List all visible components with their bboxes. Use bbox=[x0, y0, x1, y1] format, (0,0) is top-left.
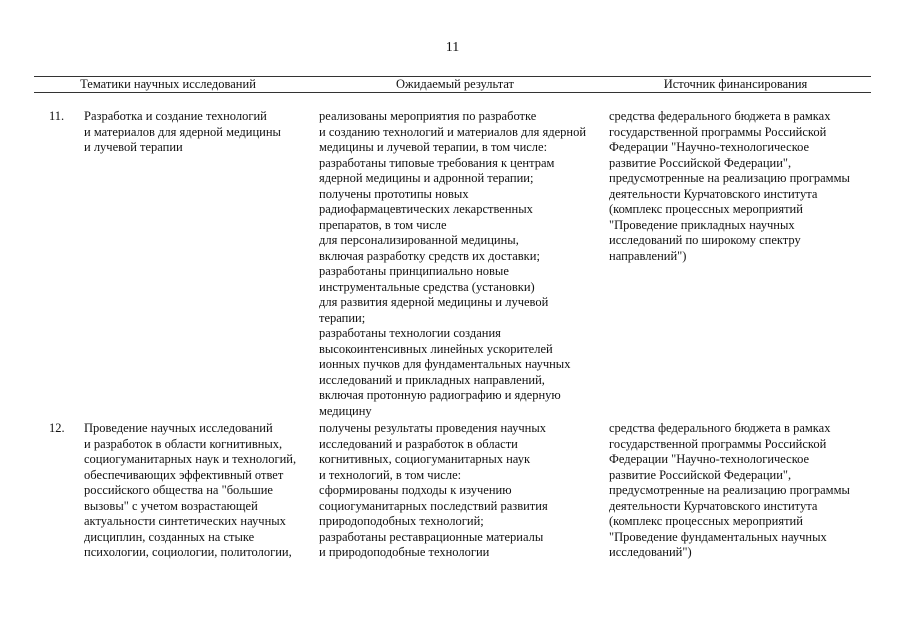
cell-line: "Проведение прикладных научных bbox=[609, 217, 795, 232]
cell-line: (комплекс процессных мероприятий bbox=[609, 202, 803, 216]
cell-line: обеспечивающих эффективный ответ bbox=[84, 467, 284, 482]
cell-line: "Проведение фундаментальных научных bbox=[609, 529, 827, 544]
cell-line: терапии; bbox=[319, 310, 366, 325]
cell-line: когнитивных, социогуманитарных наук bbox=[319, 452, 531, 466]
cell-line: предусмотренные на реализацию программы bbox=[609, 483, 850, 497]
header-funding: Источник финансирования bbox=[663, 77, 808, 91]
cell-line: медицину bbox=[319, 403, 372, 418]
cell-line: социогуманитарных последствий развития bbox=[319, 498, 548, 513]
cell-line: социогуманитарных наук и технологий, bbox=[84, 452, 297, 466]
cell-line: государственной программы Российской bbox=[609, 436, 827, 451]
cell-line: радиофармацевтических лекарственных bbox=[319, 202, 533, 216]
row-number: 12. bbox=[49, 421, 65, 435]
cell-line: и созданию технологий и материалов для ядерной bbox=[319, 124, 587, 139]
cell-line: актуальности синтетических научных bbox=[84, 514, 286, 528]
cell-line: реализованы мероприятия по разработке bbox=[319, 109, 537, 123]
cell-line: препаратов, в том числе bbox=[319, 217, 447, 232]
cell-line: Проведение научных исследований bbox=[84, 421, 273, 435]
cell-line: психологии, социологии, политологии, bbox=[84, 545, 292, 559]
cell-line: медицины и лучевой терапии, в том числе: bbox=[319, 140, 548, 154]
header-result: Ожидаемый результат bbox=[395, 77, 515, 91]
cell-line: вызовы" с учетом возрастающей bbox=[84, 498, 258, 513]
cell-line: и природоподобные технологии bbox=[319, 545, 490, 559]
cell-line: получены результаты проведения научных bbox=[319, 421, 546, 435]
table-header-rule bbox=[34, 92, 871, 93]
cell-line: ионных пучков для фундаментальных научных bbox=[319, 357, 571, 371]
cell-line: предусмотренные на реализацию программы bbox=[609, 171, 850, 185]
topic-cell bbox=[84, 421, 306, 561]
cell-line: получены прототипы новых bbox=[319, 186, 469, 201]
cell-line: дисциплин, созданных на стыке bbox=[84, 529, 255, 544]
cell-line: природоподобных технологий; bbox=[319, 514, 484, 528]
cell-line: разработаны реставрационные материалы bbox=[319, 529, 544, 544]
result-cell bbox=[319, 421, 599, 561]
cell-line: средства федерального бюджета в рамках bbox=[609, 109, 831, 123]
cell-line: и лучевой терапии bbox=[84, 140, 183, 154]
cell-line: разработаны принципиально новые bbox=[319, 264, 509, 278]
topic-cell bbox=[84, 109, 306, 156]
cell-line: Разработка и создание технологий bbox=[84, 109, 267, 123]
cell-line: государственной программы Российской bbox=[609, 124, 827, 139]
cell-line: для персонализированной медицины, bbox=[319, 233, 519, 247]
cell-line: инструментальные средства (установки) bbox=[319, 279, 535, 294]
cell-line: разработаны типовые требования к центрам bbox=[319, 155, 555, 170]
cell-line: разработаны технологии создания bbox=[319, 326, 501, 340]
row-number: 11. bbox=[49, 109, 65, 123]
cell-line: ядерной медицины и адронной терапии; bbox=[319, 171, 534, 185]
cell-line: сформированы подходы к изучению bbox=[319, 483, 512, 497]
header-topics: Тематики научных исследований bbox=[80, 77, 256, 91]
cell-line: высокоинтенсивных линейных ускорителей bbox=[319, 341, 553, 356]
cell-line: включая разработку средств их доставки; bbox=[319, 248, 540, 263]
funding-cell bbox=[609, 109, 871, 264]
cell-line: деятельности Курчатовского института bbox=[609, 498, 818, 513]
cell-line: (комплекс процессных мероприятий bbox=[609, 514, 803, 528]
cell-line: развитие Российской Федерации", bbox=[609, 467, 792, 482]
cell-line: исследований и разработок в области bbox=[319, 436, 518, 451]
page-number: 11 bbox=[445, 40, 460, 55]
cell-line: исследований и прикладных направлений, bbox=[319, 372, 545, 387]
cell-line: деятельности Курчатовского института bbox=[609, 186, 818, 201]
cell-line: Федерации "Научно-технологическое bbox=[609, 452, 810, 466]
cell-line: и технологий, в том числе: bbox=[319, 467, 462, 482]
cell-line: исследований") bbox=[609, 545, 692, 559]
funding-cell bbox=[609, 421, 871, 561]
cell-line: российского общества на "большие bbox=[84, 483, 273, 497]
cell-line: и материалов для ядерной медицины bbox=[84, 124, 281, 139]
result-cell bbox=[319, 109, 599, 419]
cell-line: направлений") bbox=[609, 248, 687, 263]
cell-line: развитие Российской Федерации", bbox=[609, 155, 792, 170]
cell-line: и разработок в области когнитивных, bbox=[84, 436, 283, 451]
cell-line: Федерации "Научно-технологическое bbox=[609, 140, 810, 154]
cell-line: включая протонную радиографию и ядерную bbox=[319, 388, 561, 402]
cell-line: исследований по широкому спектру bbox=[609, 233, 801, 247]
cell-line: для развития ядерной медицины и лучевой bbox=[319, 295, 549, 309]
cell-line: средства федерального бюджета в рамках bbox=[609, 421, 831, 435]
